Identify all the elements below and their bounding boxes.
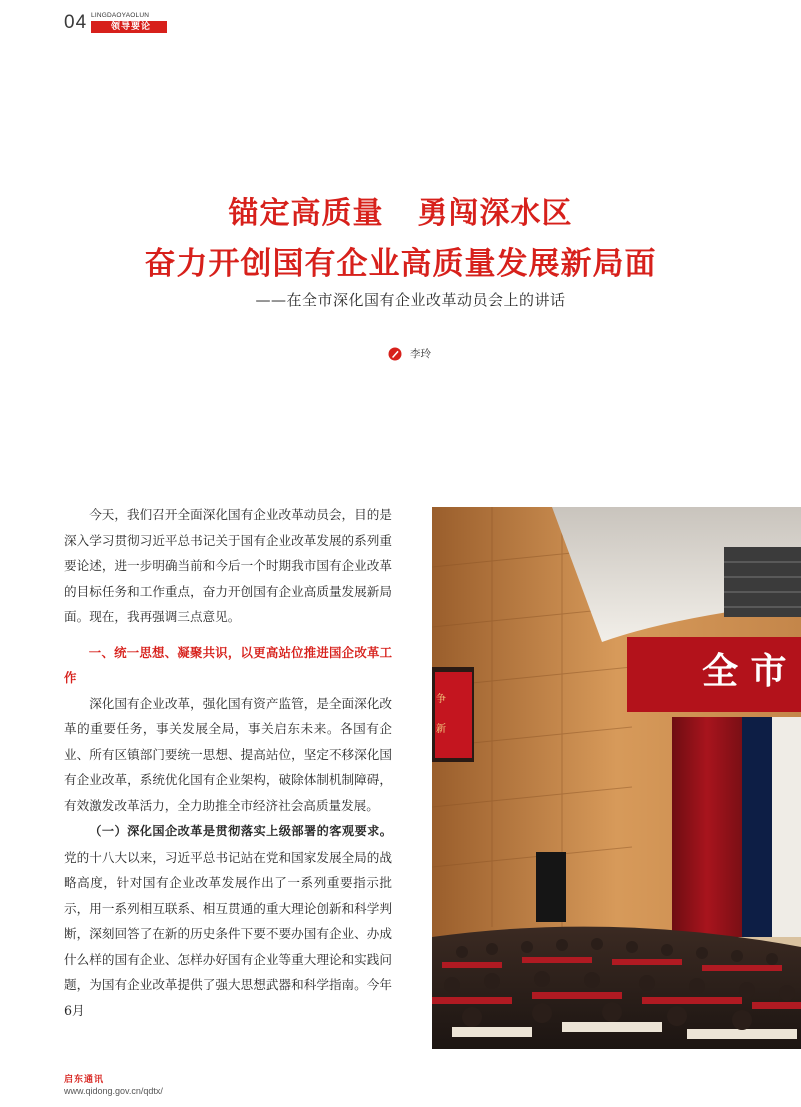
- title-part2: 勇闯深水区: [417, 196, 573, 231]
- pen-icon: [388, 347, 402, 361]
- paragraph-intro: 今天，我们召开全面深化国有企业改革动员会，目的是深入学习贯彻习近平总书记关于国有企业改革发展的系列重要论述，进一步明确当前和今后一个时期我市国有企业改革的目标任务和工作重点，奋力开创国有企业高质量发展新局面。现在，我再强调三点意见。: [64, 507, 392, 624]
- article-body: [64, 502, 392, 1023]
- paragraph-2-text: 党的十八大以来，习近平总书记站在党和国家发展全局的战略高度，针对国有企业改革发展作出了一系列重要指示批示，用一系列相互联系、相互贯通的重大理论创新和科学判断，深刻回答了在新的历史条件下要不要办国有企业、办成什么样的国有企业、怎样办好国有企业等重大理论和实践问题，为国有企业改革提供了强大思想武器和科学指南。今年6月: [64, 849, 392, 1018]
- paragraph-2: [64, 818, 392, 1023]
- author-name: 李玲: [410, 348, 431, 360]
- author-byline: [388, 346, 431, 361]
- screen-text-2: 新: [436, 724, 446, 735]
- article-title-line1: [0, 188, 801, 232]
- section-tag: [91, 12, 167, 33]
- screen-text-1: 争: [436, 694, 446, 705]
- banner-text: 全 市: [702, 651, 787, 692]
- article-subtitle: ——在全市深化国有企业改革动员会上的讲话: [255, 291, 566, 309]
- footer-brand: 启东通讯: [64, 1075, 105, 1085]
- article-title-line2: 奋力开创国有企业高质量发展新局面: [144, 246, 657, 282]
- footer-url[interactable]: www.qidong.gov.cn/qdtx/: [64, 1086, 163, 1096]
- subheading-1: （一）深化国企改革是贯彻落实上级部署的客观要求。: [89, 824, 392, 838]
- section-heading-1: 一、统一思想、凝聚共识，以更高站位推进国企改革工作: [64, 644, 392, 685]
- meeting-photo: [432, 507, 801, 1049]
- page-number: 04: [64, 12, 88, 33]
- paragraph-1: 深化国有企业改革，强化国有资产监管，是全面深化改革的重要任务，事关发展全局，事关启东未来。各国有企业、所有区镇部门要统一思想、提高站位，坚定不移深化国有企业改革，系统优化国有企业架构，破除体制机制障碍，有效激发改革活力，全力助推全市经济社会高质量发展。: [64, 695, 392, 813]
- section-pinyin: LINGDAOYAOLUN: [91, 12, 150, 19]
- section-name: 领导要论: [91, 21, 167, 33]
- title-part1: 锚定高质量: [228, 196, 384, 231]
